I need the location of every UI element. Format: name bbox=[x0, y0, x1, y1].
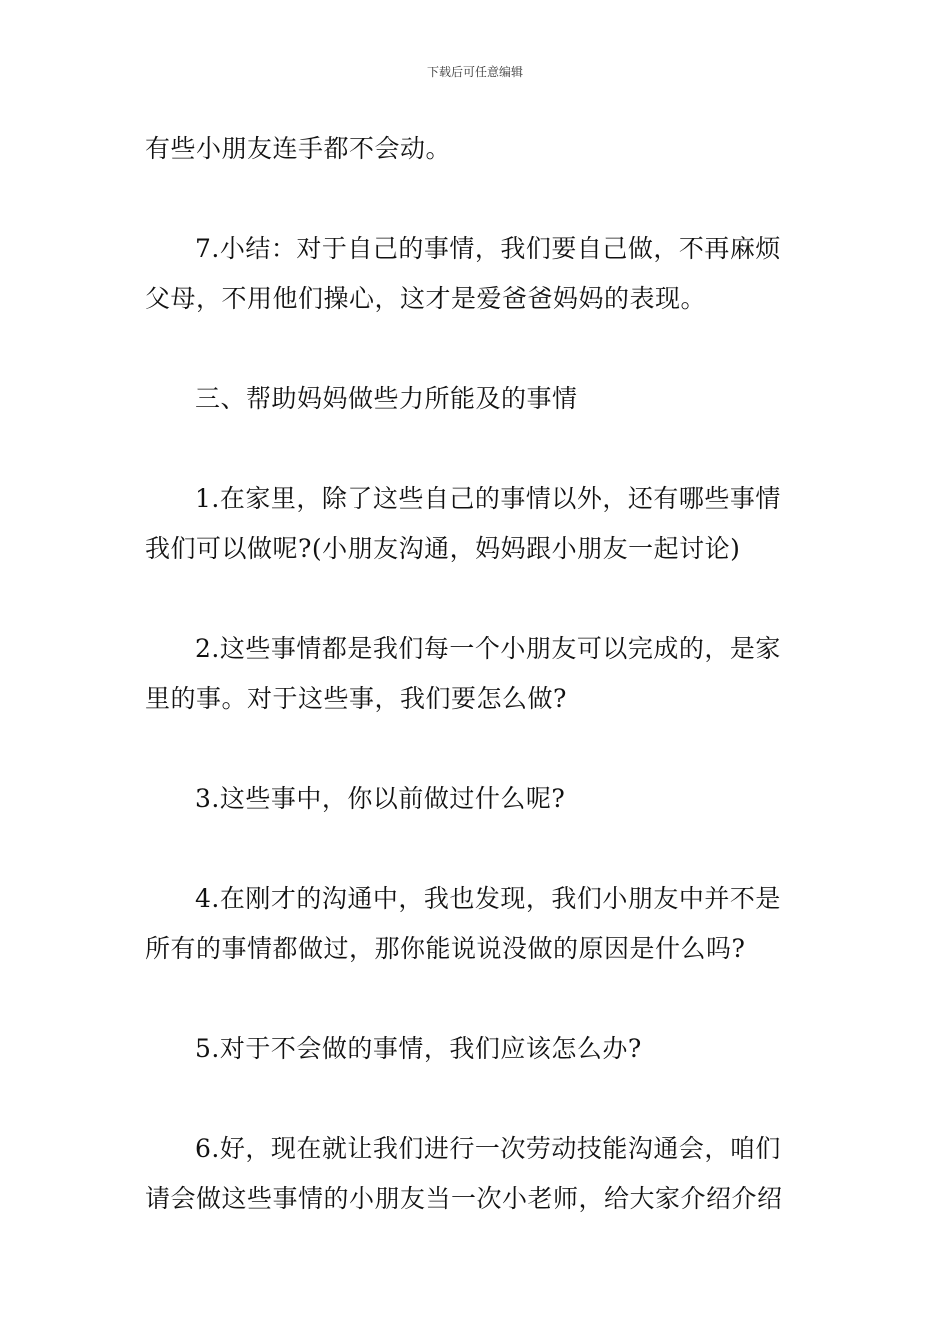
paragraph-item-4 bbox=[145, 874, 810, 974]
paragraph-line: 3.这些事中，你以前做过什么呢? bbox=[195, 784, 566, 813]
section-heading-three bbox=[145, 374, 810, 424]
paragraph-line: 请会做这些事情的小朋友当一次小老师，给大家介绍介绍 bbox=[145, 1184, 783, 1213]
paragraph-line: 里的事。对于这些事，我们要怎么做? bbox=[145, 684, 567, 713]
document-body bbox=[145, 124, 810, 1224]
paragraph-line: 我们可以做呢?(小朋友沟通，妈妈跟小朋友一起讨论) bbox=[145, 534, 741, 563]
paragraph-line: 父母，不用他们操心，这才是爱爸爸妈妈的表现。 bbox=[145, 284, 707, 313]
paragraph-line: 6.好，现在就让我们进行一次劳动技能沟通会，咱们 bbox=[195, 1134, 781, 1163]
paragraph-continuation bbox=[145, 124, 810, 174]
paragraph-line: 1.在家里，除了这些自己的事情以外，还有哪些事情 bbox=[195, 484, 781, 513]
paragraph-line: 有些小朋友连手都不会动。 bbox=[145, 134, 452, 163]
paragraph-item-1 bbox=[145, 474, 810, 574]
paragraph-line: 7.小结：对于自己的事情，我们要自己做，不再麻烦 bbox=[195, 234, 781, 263]
section-heading-text: 三、帮助妈妈做些力所能及的事情 bbox=[195, 384, 578, 413]
page-header: 下载后可任意编辑 bbox=[426, 65, 523, 79]
paragraph-item-6 bbox=[145, 1124, 810, 1224]
paragraph-item-2 bbox=[145, 624, 810, 724]
paragraph-item-3 bbox=[145, 774, 810, 824]
paragraph-line: 所有的事情都做过，那你能说说没做的原因是什么吗? bbox=[145, 934, 746, 963]
paragraph-summary-7 bbox=[145, 224, 810, 324]
paragraph-item-5 bbox=[145, 1024, 810, 1074]
paragraph-line: 2.这些事情都是我们每一个小朋友可以完成的，是家 bbox=[195, 634, 781, 663]
paragraph-line: 5.对于不会做的事情，我们应该怎么办? bbox=[195, 1034, 642, 1063]
paragraph-line: 4.在刚才的沟通中，我也发现，我们小朋友中并不是 bbox=[195, 884, 781, 913]
